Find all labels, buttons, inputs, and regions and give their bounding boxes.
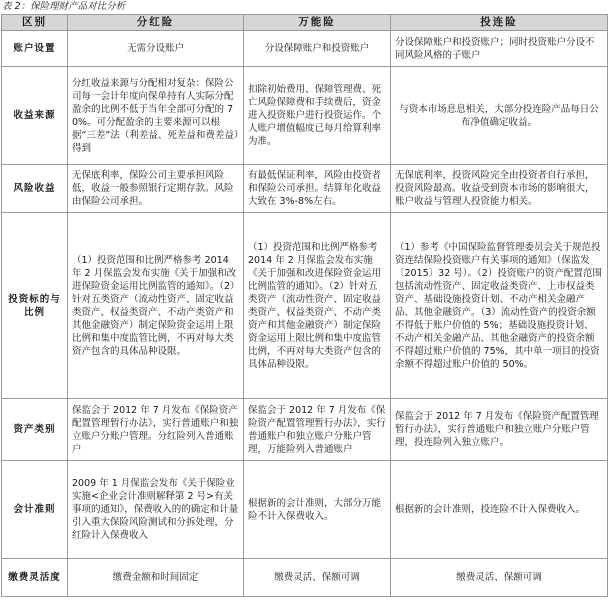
row-label-accounting: 会计准则 (2, 461, 68, 559)
cell-participating: 无需分设账户 (68, 31, 244, 67)
cell-universal: 缴费灵活、保额可调 (244, 559, 391, 597)
table-row (2, 213, 608, 399)
cell-participating: 缴费金额和时间固定 (68, 559, 244, 597)
row-label-investment-targets: 投资标的与比例 (2, 213, 68, 399)
header-participating: 分红险 (68, 15, 244, 31)
table-row (2, 165, 608, 213)
cell-universal: 根据新的会计准则，大部分万能险不计入保费收入。 (244, 461, 391, 559)
cell-universal: 保监会于 2012 年 7 月发布《保险资产配置管理暂行办法》，实行普通账户和独立账户分账户管理，万能险列入普通账户 (244, 399, 391, 461)
cell-unit-linked: （1）参考《中国保险监督管理委员会关于规范投资连结保险投资账户有关事项的通知》（保监发〔2015〕32 号）。（2）投资账户的资产配置范围包括流动性资产、固定收益类资产、上市权益类资产、基础设施投资计划、不动产相关金融产品、其他金融资产。（3）流动性资产的投资余额不得低于账户价值的 5%；基础设施投资计划、不动产相关金融产品、其他金融资产的投资余额不得超过账户价值的 75%，其中单一项目的投资余额不得超过账户价值的 50%。 (391, 213, 608, 399)
header-row (2, 15, 608, 31)
product-comparison-table (1, 14, 608, 597)
table-row (2, 559, 608, 597)
cell-participating: 保监会于 2012 年 7 月发布《保险资产配置管理暂行办法》，实行普通账户和独立账户分账户管理。分红险列入普通账户 (68, 399, 244, 461)
cell-unit-linked: 分设保障账户和投资账户；同时投资账户分设不同风险风格的子账户 (391, 31, 608, 67)
table-row (2, 31, 608, 67)
cell-participating: （1）投资范围和比例严格参考 2014 年 2 月保监会发布实施《关于加强和改进保险资金运用比例监管的通知》。（2）针对五类资产（流动性资产、固定收益类资产、权益类资产、不动产类资产和其他金融资产）制定保险资金运用上限比例和集中度监管比例，不再对每大类资产包含的具体品种设限。 (68, 213, 244, 399)
cell-participating: 2009 年 1 月保监会发布《关于保险业实施<企业会计准则解释第 2 号>有关事项的通知》，保费收入的的确定和计量引入重大保险风险测试和分拆处理，分红险计入保费收入 (68, 461, 244, 559)
row-label-risk-return: 风险收益 (2, 165, 68, 213)
cell-unit-linked: 无保底利率，投资风险完全由投资者自行承担，投资风险最高。收益受到资本市场的影响很大，账户收益与管理人投资能力相关。 (391, 165, 608, 213)
cell-unit-linked: 根据新的会计准则，投连险不计入保费收入。 (391, 461, 608, 559)
cell-participating: 无保底利率，保险公司主要承担风险低，收益一般参照银行定期存款。风险由保险公司承担。 (68, 165, 244, 213)
row-label-income-source: 收益来源 (2, 67, 68, 165)
row-label-asset-class: 资产类别 (2, 399, 68, 461)
table-caption: 表 2：保险理财产品对比分析 (2, 1, 126, 12)
cell-participating: 分红收益来源与分配相对复杂：保险公司每一会计年度向保单持有人实际分配盈余的比例不低于当年全部可分配的 70%。可分配盈余的主要来源可以根据“三差”法（利差益、死差益和费差益）得到 (68, 67, 244, 165)
cell-unit-linked: 保监会于 2012 年 7 月发布《保险资产配置管理暂行办法》，实行普通账户和独立账户分账户管理，投连险列入独立账户。 (391, 399, 608, 461)
cell-universal: （1）投资范围和比例严格参考 2014 年 2 月保监会发布实施《关于加强和改进保险资金运用比例监管的通知》。（2）针对五类资产（流动性资产、固定收益类资产、权益类资产、不动产类资产和其他金融资产）制定保险资金运用上限比例和集中度监管比例，不再对每大类资产包含的具体品种设限。 (244, 213, 391, 399)
table-row (2, 67, 608, 165)
cell-universal: 扣除初始费用、保障管理费、死亡风险保障费和手续费后，资金进入投资账户进行投资运作。个人账户增值幅度已每月给算利率为准。 (244, 67, 391, 165)
cell-unit-linked: 缴费灵活、保额可调 (391, 559, 608, 597)
row-label-payment-flexibility: 缴费灵活度 (2, 559, 68, 597)
row-label-account-setup: 账户设置 (2, 31, 68, 67)
table-row (2, 461, 608, 559)
table-row (2, 399, 608, 461)
header-universal: 万能险 (244, 15, 391, 31)
cell-universal: 有最低保证利率，风险由投资者和保险公司承担。结算年化收益大致在 3%-8%左右。 (244, 165, 391, 213)
cell-universal: 分设保障账户和投资账户 (244, 31, 391, 67)
header-unit-linked: 投连险 (391, 15, 608, 31)
header-category: 区别 (2, 15, 68, 31)
cell-unit-linked: 与资本市场息息相关，大部分投连险产品每日公布净值确定收益。 (391, 67, 608, 165)
